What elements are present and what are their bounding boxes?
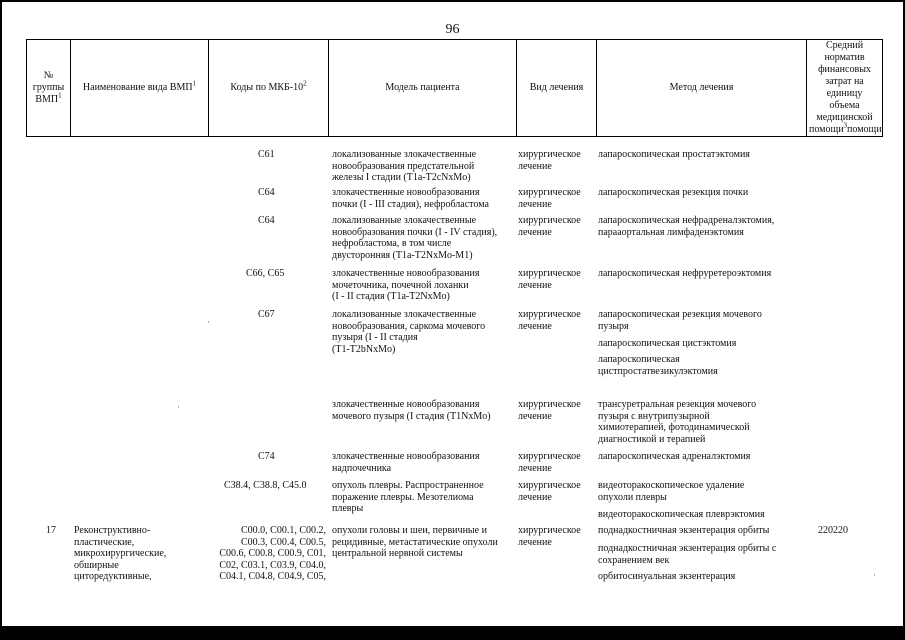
treatment-type: хирургическое лечение [518, 451, 581, 474]
treatment-type: хирургическое лечение [518, 215, 581, 238]
icd-code: C38.4, C38.8, C45.0 [224, 480, 307, 491]
treatment-method: поднадкостничная экзентерация орбиты [598, 525, 770, 536]
treatment-method: поднадкостничная экзентерация орбиты с сохранением век [598, 543, 777, 566]
header-group-number-line: № [43, 70, 54, 81]
scan-speck: · [207, 317, 210, 327]
treatment-method: лапароскопическая цистпростатвезикулэктомия [598, 354, 718, 377]
treatment-method: лапароскопическая резекция почки [598, 187, 749, 198]
page-number: 96 [445, 22, 460, 37]
header-treatment-method: Метод лечения [597, 40, 807, 137]
header-group-number-line: группы [32, 82, 65, 93]
treatment-type: хирургическое лечение [518, 399, 581, 422]
treatment-method: трансуретральная резекция мочевого пузыря с внутрипузырной химиотерапией, фотодинамической диагностикой и терапией [598, 399, 757, 445]
header-patient-model: Модель пациента [329, 40, 517, 137]
top-border [0, 0, 905, 2]
treatment-method: лапароскопическая цистэктомия [598, 338, 737, 349]
table-header [26, 39, 883, 137]
treatment-method: лапароскопическая нефрадреналэктомия, парааортальная лимфаденэктомия [598, 215, 775, 238]
patient-model: злокачественные новообразования надпочечника [332, 451, 480, 474]
header-vmp-name: Наименование вида ВМП$^1$ [71, 40, 209, 137]
treatment-method: видеоторакоскопическая плеврэктомия [598, 509, 765, 520]
icd-code: C74 [258, 451, 275, 462]
header-cost-norm: Средний норматив финансовых затрат на единицу объема медицинской помощи$^3$помощи [807, 40, 883, 137]
treatment-method: орбитосинуальная экзентерация [598, 571, 736, 582]
icd-codes: C00.0, C00.1, C00.2, C00.3, C00.4, C00.5, C00.6, C00.8, C00.9, C01, C02, C03.1, C03.9, C04.0, C04.1, C04.8, C04.9, C05, [219, 525, 326, 583]
patient-model: злокачественные новообразования мочевого пузыря (I стадия (T1NxMo) [332, 399, 491, 422]
treatment-method: лапароскопическая резекция мочевого пузыря [598, 309, 762, 332]
treatment-method: лапароскопическая адреналэктомия [598, 451, 751, 462]
treatment-type: хирургическое лечение [518, 480, 581, 503]
left-border [0, 0, 2, 640]
vmp-name: Реконструктивно- пластические, микрохирургические, обширные циторедуктивные, [74, 525, 167, 583]
treatment-type: хирургическое лечение [518, 187, 581, 210]
group-number: 17 [46, 525, 56, 536]
patient-model: локализованные злокачественные новообразования, саркома мочевого пузыря (I - II стадия (T1-T2bNxMo) [332, 309, 486, 355]
icd-code: C66, C65 [246, 268, 285, 279]
icd-code: C64 [258, 187, 275, 198]
icd-code: C64 [258, 215, 275, 226]
patient-model: локализованные злокачественные новообразования предстательной железы I стадии (T1a-T2cNxMo) [332, 149, 477, 184]
icd-code: C61 [258, 149, 275, 160]
header-icd-codes: Коды по МКБ-$10^2$ [209, 40, 329, 137]
header-treatment-type: Вид лечения [517, 40, 597, 137]
header-group-number-line: ВМП [35, 94, 59, 105]
treatment-type: хирургическое лечение [518, 149, 581, 172]
treatment-type: хирургическое лечение [518, 309, 581, 332]
header-group-number: № группы ВМП$^1$ [27, 40, 71, 137]
scan-speck: · [177, 402, 180, 412]
patient-model: опухоли головы и шеи, первичные и рецидивные, метастатические опухоли центральной нервной системы [332, 525, 498, 560]
bottom-scan-border [0, 626, 905, 640]
patient-model: злокачественные новообразования почки (I - III стадия), нефробластома [332, 187, 489, 210]
treatment-type: хирургическое лечение [518, 525, 581, 548]
cost-value: 220220 [818, 525, 848, 536]
treatment-method: видеоторакоскопическое удаление опухоли плевры [598, 480, 745, 503]
patient-model: опухоль плевры. Распространенное поражение плевры. Мезотелиома плевры [332, 480, 484, 515]
scan-speck: · [873, 570, 876, 580]
icd-code: C67 [258, 309, 275, 320]
treatment-type: хирургическое лечение [518, 268, 581, 291]
treatment-method: лапароскопическая нефруретероэктомия [598, 268, 772, 279]
treatment-method: лапароскопическая простатэктомия [598, 149, 750, 160]
patient-model: локализованные злокачественные новообразования почки (I - IV стадия), нефробластома, в том числе двусторонняя (T1a-T2NxMo-M1) [332, 215, 498, 261]
patient-model: злокачественные новообразования мочеточника, почечной лоханки (I - II стадия (T1a-T2NxMo) [332, 268, 480, 303]
